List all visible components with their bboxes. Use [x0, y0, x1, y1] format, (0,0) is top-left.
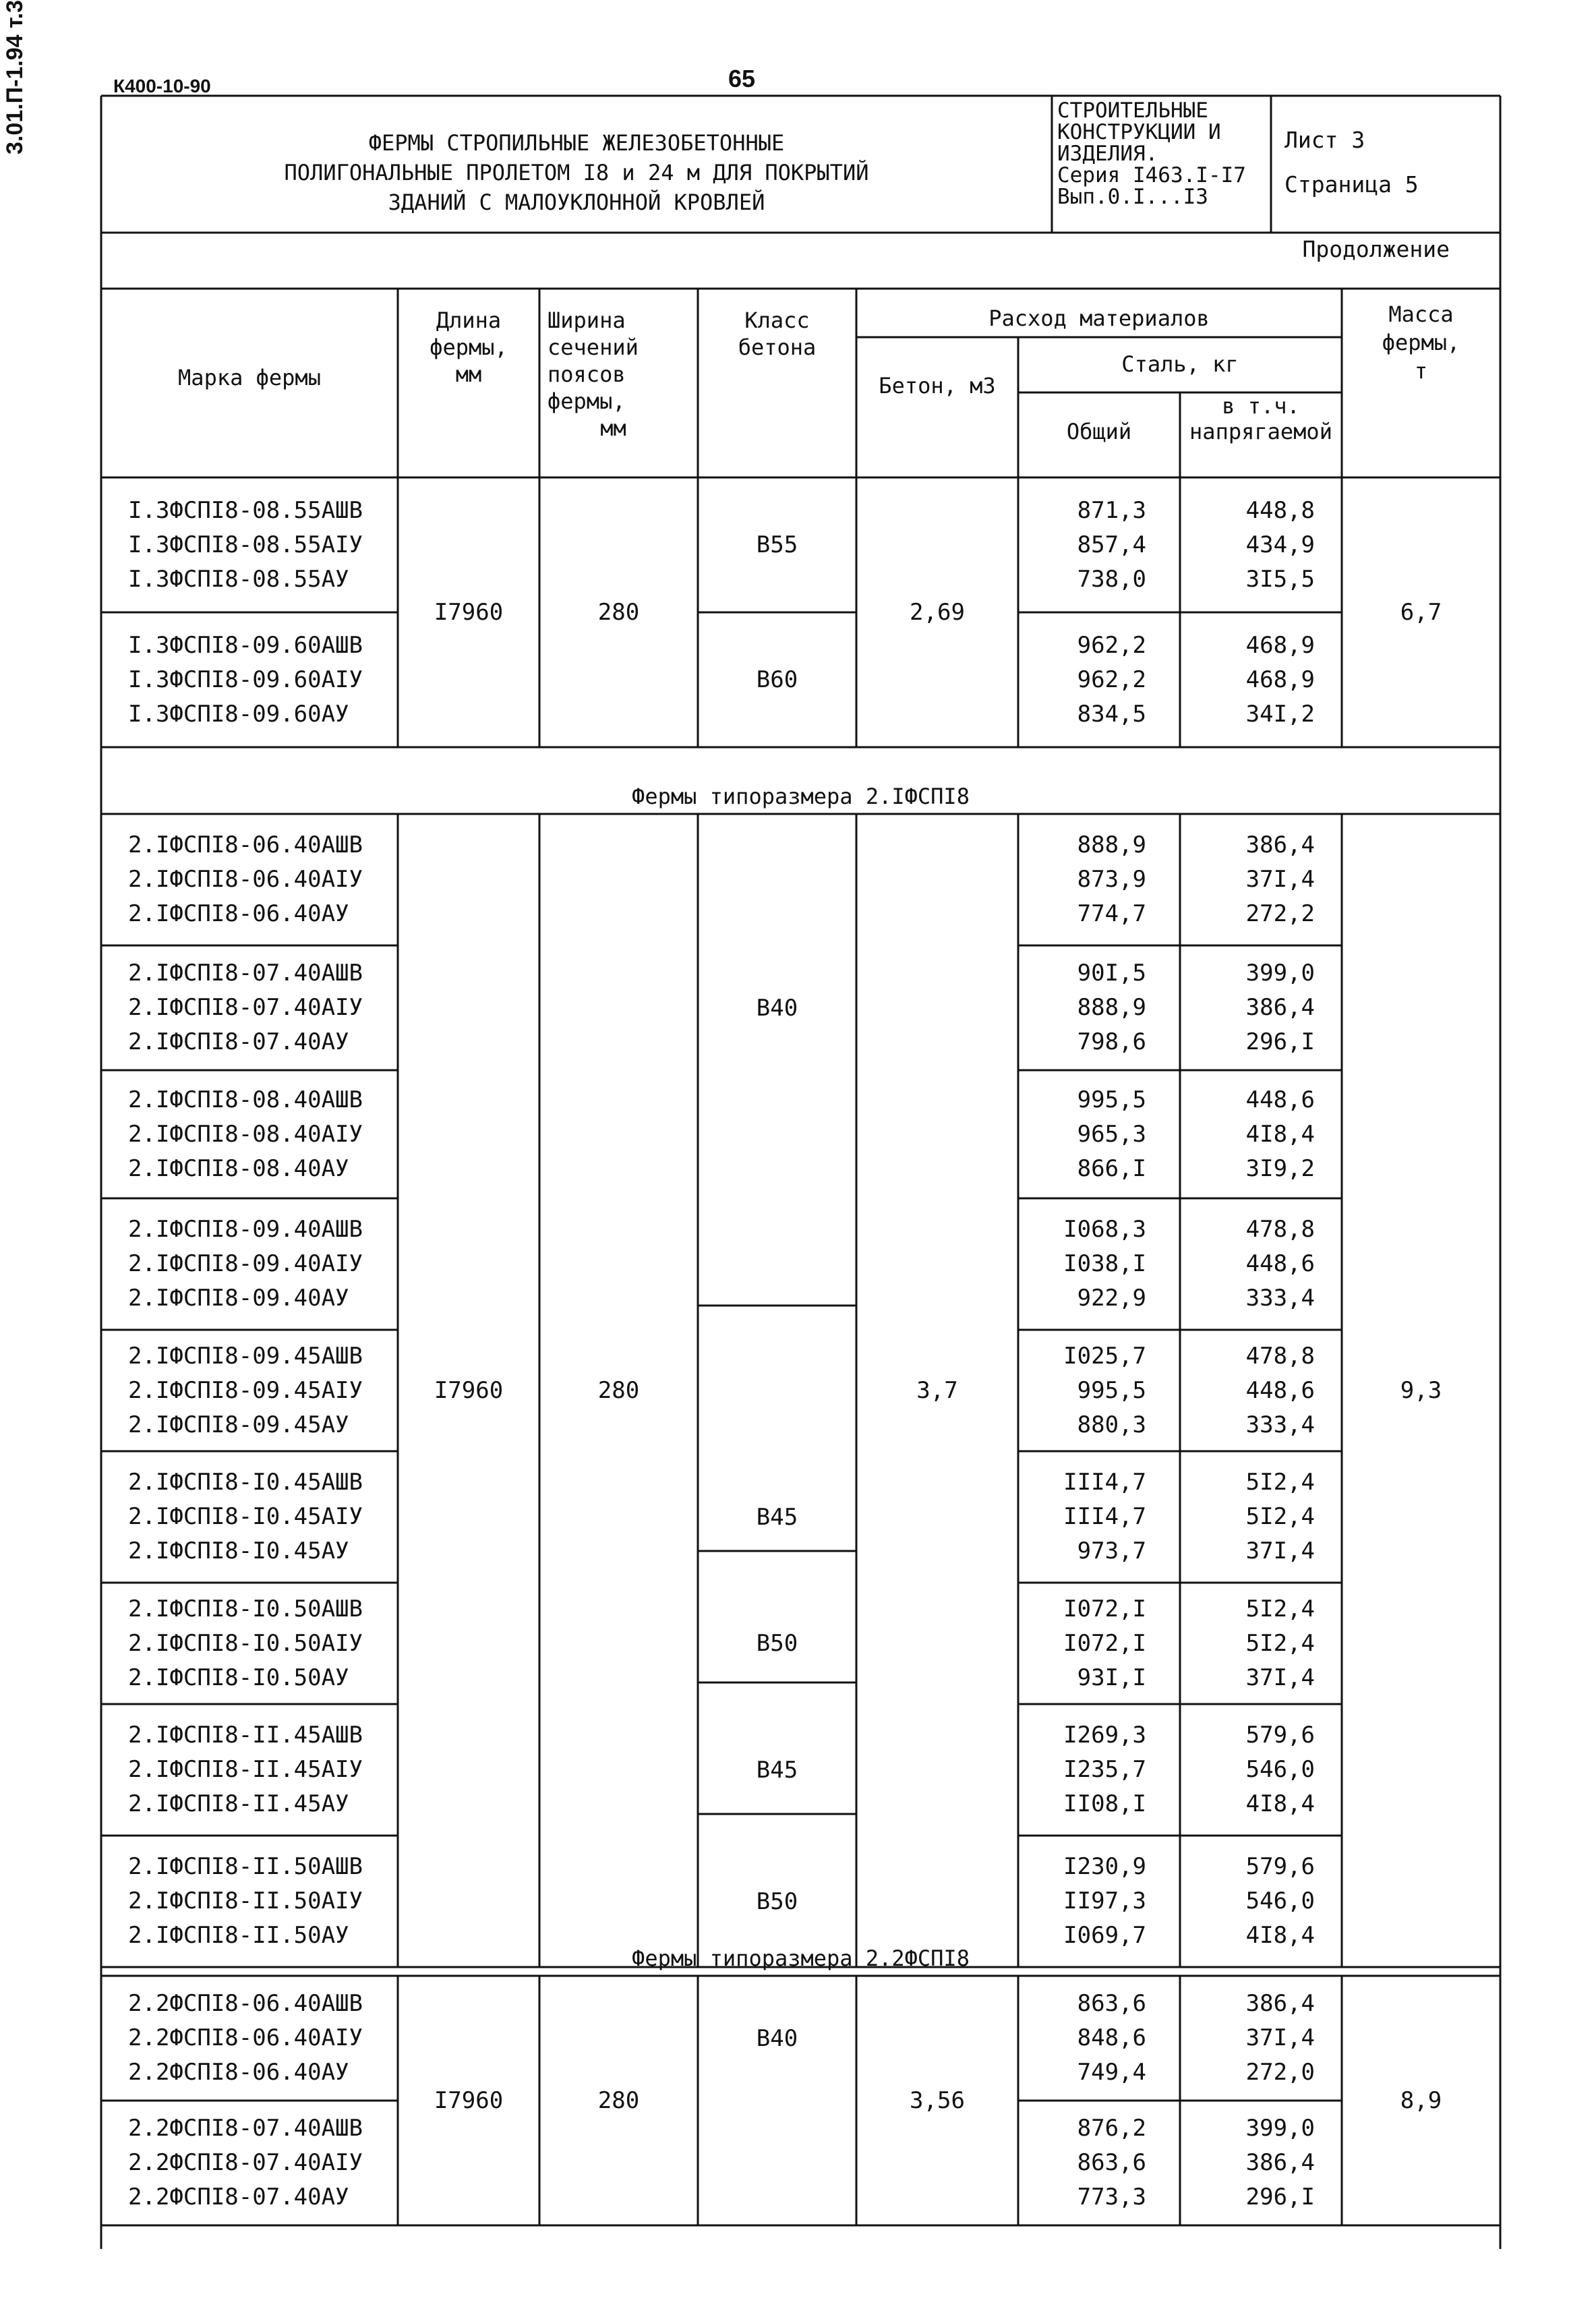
steel-total: 738,0 [1077, 565, 1146, 593]
steel-total: III4,7 [1063, 1503, 1146, 1530]
chord-width: 280 [597, 1377, 640, 1404]
truss-mass: 6,7 [1400, 599, 1442, 626]
page-number: 65 [728, 65, 756, 92]
concrete-class: В50 [756, 1887, 798, 1915]
concrete-volume: 3,56 [910, 2087, 965, 2114]
steel-total: 995,5 [1077, 1376, 1146, 1404]
truss-mark: 2.IФСПI8-09.40АУ [128, 1285, 349, 1312]
steel-prestressed: 448,6 [1245, 1086, 1315, 1113]
truss-length: I7960 [434, 1377, 504, 1404]
steel-total: I068,3 [1063, 1216, 1146, 1243]
truss-mark: I.3ФСПI8-09.60АIУ [128, 666, 363, 693]
steel-prestressed: 37I,4 [1245, 2024, 1315, 2051]
steel-prestressed: 5I2,4 [1245, 1469, 1315, 1496]
truss-mark: 2.IФСПI8-09.40АIУ [128, 1250, 363, 1277]
header-line: т [1414, 358, 1428, 384]
chord-width: 280 [597, 599, 640, 626]
truss-mark: 2.IФСПI8-II.50АIУ [128, 1887, 363, 1914]
header-line: мм [455, 361, 482, 387]
steel-total: 995,5 [1077, 1086, 1146, 1113]
truss-mark: 2.IФСПI8-06.40АШВ [128, 831, 363, 858]
steel-prestressed: 4I8,4 [1245, 1790, 1315, 1817]
header-total: Общий [1066, 419, 1132, 444]
truss-mark: 2.2ФСПI8-07.40АШВ [128, 2115, 363, 2142]
steel-prestressed: 399,0 [1245, 2115, 1315, 2142]
steel-total: 876,2 [1077, 2115, 1146, 2142]
steel-prestressed: 5I2,4 [1245, 1629, 1315, 1657]
steel-prestressed: 296,I [1245, 1028, 1315, 1055]
steel-prestressed: 386,4 [1245, 831, 1315, 858]
truss-mark: 2.IФСПI8-II.50АШВ [128, 1853, 363, 1880]
concrete-class: В55 [756, 531, 798, 558]
steel-total: II97,3 [1063, 1887, 1146, 1914]
steel-prestressed: 34I,2 [1245, 700, 1315, 728]
truss-mass: 8,9 [1400, 2087, 1442, 2114]
steel-total: 857,4 [1077, 531, 1146, 558]
steel-prestressed: 386,4 [1245, 2149, 1315, 2176]
header-steel: Сталь, кг [1121, 351, 1239, 377]
section-band: Фермы типоразмера 2.2ФСПI8 [632, 1945, 970, 1971]
steel-prestressed: 4I8,4 [1245, 1120, 1315, 1148]
steel-total: 848,6 [1077, 2024, 1146, 2051]
truss-mark: 2.2ФСПI8-06.40АIУ [128, 2024, 363, 2051]
steel-total: 888,9 [1077, 831, 1146, 858]
truss-length: I7960 [434, 2087, 504, 2114]
header-line: в т.ч. [1222, 393, 1300, 419]
section-band: Фермы типоразмера 2.IФСПI8 [632, 784, 970, 809]
steel-prestressed: 333,4 [1245, 1411, 1315, 1438]
steel-total: 863,6 [1077, 1990, 1146, 2017]
truss-mark: 2.IФСПI8-09.40АШВ [128, 1216, 363, 1243]
steel-total: I025,7 [1063, 1342, 1146, 1370]
truss-mark: 2.IФСПI8-II.45АIУ [128, 1756, 363, 1783]
truss-mark: 2.2ФСПI8-06.40АШВ [128, 1990, 363, 2017]
truss-mark: 2.IФСПI8-09.45АУ [128, 1411, 349, 1438]
steel-prestressed: 333,4 [1245, 1285, 1315, 1312]
header-line: Масса [1388, 301, 1454, 327]
steel-total: I235,7 [1063, 1756, 1146, 1783]
steel-total: 922,9 [1077, 1285, 1146, 1312]
header-concrete: Бетон, м3 [879, 373, 996, 399]
steel-total: I069,7 [1063, 1922, 1146, 1949]
steel-total: 871,3 [1077, 496, 1146, 524]
steel-prestressed: 37I,4 [1245, 866, 1315, 893]
continuation-label: Продолжение [1302, 236, 1450, 262]
steel-prestressed: 5I2,4 [1245, 1503, 1315, 1530]
steel-prestressed: 272,2 [1245, 900, 1315, 927]
truss-mark: I.3ФСПI8-08.55АШВ [128, 496, 363, 524]
concrete-class: В60 [756, 666, 798, 693]
series-line: Серия I463.I-I7 [1057, 163, 1246, 187]
steel-prestressed: 478,8 [1245, 1216, 1315, 1243]
truss-mark: 2.2ФСПI8-07.40АУ [128, 2184, 349, 2210]
truss-mark: 2.IФСПI8-08.40АIУ [128, 1120, 363, 1148]
truss-mark: 2.IФСПI8-II.50АУ [128, 1922, 349, 1949]
header-mark: Марка фермы [178, 365, 321, 390]
steel-prestressed: 5I2,4 [1245, 1595, 1315, 1622]
header-line: фермы, [548, 388, 626, 414]
title-line: ФЕРМЫ СТРОПИЛЬНЫЕ ЖЕЛЕЗОБЕТОННЫЕ [368, 130, 785, 156]
truss-mark: 2.IФСПI8-II.45АШВ [128, 1722, 363, 1749]
steel-prestressed: 448,6 [1245, 1250, 1315, 1277]
steel-prestressed: 272,0 [1245, 2059, 1315, 2086]
steel-total: III4,7 [1063, 1469, 1146, 1496]
steel-prestressed: 3I9,2 [1245, 1154, 1315, 1182]
steel-prestressed: 546,0 [1245, 1756, 1315, 1783]
steel-total: 866,I [1077, 1154, 1146, 1182]
truss-mark: 2.IФСПI8-I0.50АУ [128, 1664, 349, 1691]
header-line: бетона [738, 334, 817, 360]
truss-mark: 2.IФСПI8-08.40АШВ [128, 1086, 363, 1113]
header-line: Класс [744, 308, 810, 333]
steel-prestressed: 448,6 [1245, 1376, 1315, 1404]
truss-mark: I.3ФСПI8-09.60АШВ [128, 631, 363, 659]
truss-mark: 2.IФСПI8-II.45АУ [128, 1790, 349, 1817]
steel-total: I230,9 [1063, 1853, 1146, 1880]
truss-mark: 2.IФСПI8-I0.50АШВ [128, 1595, 363, 1622]
side-code: 3.01.П-1.94 т.3 [2, 0, 28, 155]
steel-total: 973,7 [1077, 1538, 1146, 1564]
steel-prestressed: 386,4 [1245, 994, 1315, 1021]
steel-total: 90I,5 [1077, 960, 1146, 987]
concrete-class: В50 [756, 1630, 798, 1657]
series-line: КОНСТРУКЦИИ И [1057, 120, 1221, 144]
truss-mark: 2.IФСПI8-09.45АIУ [128, 1376, 363, 1404]
steel-total: 798,6 [1077, 1028, 1146, 1055]
truss-mark: 2.IФСПI8-08.40АУ [128, 1154, 349, 1182]
header-line: фермы, [430, 334, 508, 360]
steel-prestressed: 37I,4 [1245, 1538, 1315, 1564]
truss-mark: 2.IФСПI8-07.40АШВ [128, 960, 363, 987]
steel-prestressed: 4I8,4 [1245, 1922, 1315, 1949]
series-line: ИЗДЕЛИЯ. [1057, 142, 1158, 166]
document-code: К400-10-90 [113, 76, 211, 96]
truss-length: I7960 [434, 599, 504, 626]
steel-total: 774,7 [1077, 900, 1146, 927]
steel-total: 93I,I [1077, 1664, 1146, 1691]
chord-width: 280 [597, 2087, 640, 2114]
steel-total: I072,I [1063, 1629, 1146, 1657]
header-line: мм [600, 415, 626, 441]
steel-prestressed: 3I5,5 [1245, 565, 1315, 593]
steel-prestressed: 478,8 [1245, 1342, 1315, 1370]
header-line: сечений [548, 334, 639, 360]
title-line: ЗДАНИЙ С МАЛОУКЛОННОЙ КРОВЛЕЙ [388, 189, 765, 215]
truss-mass: 9,3 [1400, 1377, 1442, 1404]
concrete-class: В45 [756, 1503, 798, 1531]
steel-total: 749,4 [1077, 2059, 1146, 2086]
steel-prestressed: 468,9 [1245, 666, 1315, 693]
steel-prestressed: 434,9 [1245, 531, 1315, 558]
steel-prestressed: 386,4 [1245, 1990, 1315, 2017]
truss-mark: 2.IФСПI8-I0.45АУ [128, 1538, 349, 1564]
truss-mark: 2.IФСПI8-06.40АУ [128, 900, 349, 927]
truss-mark: 2.IФСПI8-I0.45АIУ [128, 1503, 363, 1530]
steel-total: 834,5 [1077, 700, 1146, 728]
steel-total: I038,I [1063, 1250, 1146, 1277]
steel-total: II08,I [1063, 1790, 1146, 1817]
truss-mark: 2.IФСПI8-09.45АШВ [128, 1342, 363, 1370]
concrete-class: В40 [756, 994, 798, 1022]
steel-total: 863,6 [1077, 2149, 1146, 2176]
truss-mark: 2.2ФСПI8-06.40АУ [128, 2059, 349, 2086]
truss-mark: I.3ФСПI8-09.60АУ [128, 700, 349, 728]
truss-mark: 2.IФСПI8-I0.50АIУ [128, 1629, 363, 1657]
steel-prestressed: 448,8 [1245, 496, 1315, 524]
header-consumption: Расход материалов [988, 305, 1210, 331]
concrete-class: В40 [756, 2024, 798, 2052]
sheet-number: Лист 3 [1284, 127, 1365, 153]
steel-total: 880,3 [1077, 1411, 1146, 1438]
title-line: ПОЛИГОНАЛЬНЫЕ ПРОЛЕТОМ I8 и 24 м ДЛЯ ПОКРЫТИЙ [284, 160, 869, 185]
steel-total: I269,3 [1063, 1722, 1146, 1749]
header-line: поясов [548, 361, 626, 387]
truss-mark: 2.IФСПI8-07.40АIУ [128, 994, 363, 1021]
steel-prestressed: 468,9 [1245, 631, 1315, 659]
truss-mark: 2.2ФСПI8-07.40АIУ [128, 2149, 363, 2176]
steel-prestressed: 296,I [1245, 2184, 1315, 2210]
steel-prestressed: 579,6 [1245, 1853, 1315, 1880]
steel-total: 773,3 [1077, 2184, 1146, 2210]
truss-mark: 2.IФСПI8-06.40АIУ [128, 866, 363, 893]
steel-total: 965,3 [1077, 1120, 1146, 1148]
steel-prestressed: 546,0 [1245, 1887, 1315, 1914]
truss-mark: 2.IФСПI8-07.40АУ [128, 1028, 349, 1055]
header-line: напрягаемой [1189, 419, 1332, 444]
steel-total: 962,2 [1077, 666, 1146, 693]
concrete-class: В45 [756, 1756, 798, 1784]
header-line: фермы, [1382, 330, 1460, 355]
truss-mark: I.3ФСПI8-08.55АIУ [128, 531, 363, 558]
truss-mark: I.3ФСПI8-08.55АУ [128, 565, 349, 593]
steel-prestressed: 37I,4 [1245, 1664, 1315, 1691]
steel-prestressed: 579,6 [1245, 1722, 1315, 1749]
header-line: Длина [436, 308, 502, 333]
series-line: СТРОИТЕЛЬНЫЕ [1057, 98, 1208, 123]
steel-total: 873,9 [1077, 866, 1146, 893]
steel-total: 962,2 [1077, 631, 1146, 659]
series-line: Вып.0.I...I3 [1057, 185, 1208, 209]
page-label: Страница 5 [1284, 171, 1419, 198]
steel-total: 888,9 [1077, 994, 1146, 1021]
concrete-volume: 3,7 [916, 1377, 958, 1404]
truss-mark: 2.IФСПI8-I0.45АШВ [128, 1469, 363, 1496]
steel-total: I072,I [1063, 1595, 1146, 1622]
concrete-volume: 2,69 [910, 599, 965, 626]
steel-prestressed: 399,0 [1245, 960, 1315, 987]
header-line: Ширина [548, 308, 626, 333]
